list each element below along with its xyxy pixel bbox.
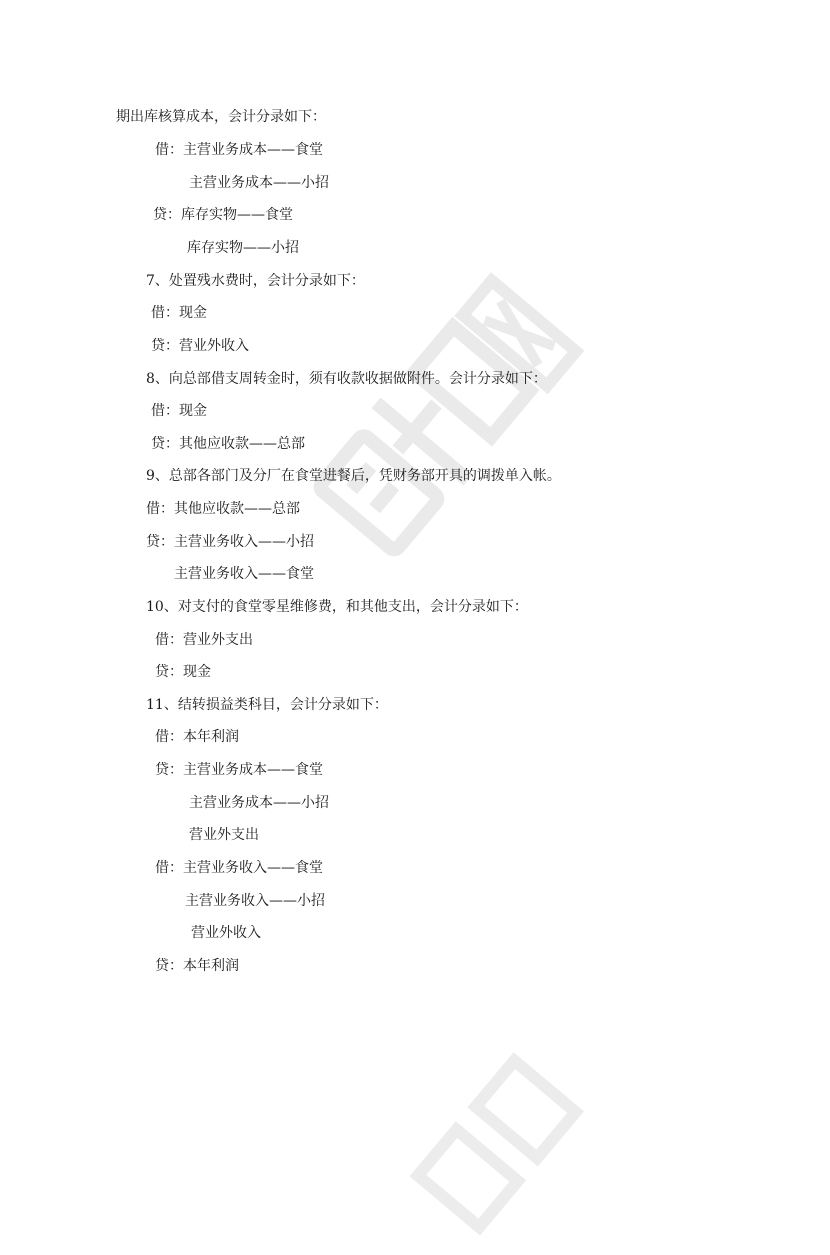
text-line: 主营业务成本——小招: [189, 795, 329, 811]
text-line: 贷：营业外收入: [151, 338, 249, 354]
text-line: 贷：主营业务成本——食堂: [155, 762, 323, 778]
text-line: 11、结转损益类科目，会计分录如下：: [146, 697, 388, 713]
text-line: 借：营业外支出: [155, 632, 253, 648]
text-line: 借：现金: [151, 403, 207, 419]
watermark-fragment-icon: [390, 1025, 610, 1255]
text-line: 10、对支付的食堂零星维修费，和其他支出，会计分录如下：: [146, 599, 528, 615]
text-line: 库存实物——小招: [187, 240, 299, 256]
text-line: 贷：主营业务收入——小招: [146, 534, 314, 550]
text-line: 借：其他应收款——总部: [146, 501, 300, 517]
text-line: 营业外收入: [191, 925, 261, 941]
text-line: 主营业务收入——小招: [185, 893, 325, 909]
text-line: 借：主营业务收入——食堂: [155, 860, 323, 876]
text-line: 贷：其他应收款——总部: [151, 436, 305, 452]
text-line: 贷：库存实物——食堂: [153, 207, 293, 223]
text-line: 7、处置残水费时，会计分录如下：: [146, 273, 365, 289]
text-line: 借：本年利润: [155, 729, 239, 745]
text-line: 主营业务成本——小招: [189, 175, 329, 191]
text-line: 贷：本年利润: [155, 958, 239, 974]
text-line: 8、向总部借支周转金时，须有收款收据做附件。会计分录如下：: [146, 371, 547, 387]
text-line: 营业外支出: [189, 827, 259, 843]
text-line: 借：现金: [151, 305, 207, 321]
text-line: 借：主营业务成本——食堂: [155, 142, 323, 158]
text-line: 贷：现金: [155, 664, 211, 680]
watermark-logo-icon: [275, 247, 606, 593]
text-line: 期出库核算成本，会计分录如下：: [116, 109, 326, 125]
text-line: 9、总部各部门及分厂在食堂进餐后，凭财务部开具的调拨单入帐。: [146, 468, 561, 484]
text-line: 主营业务收入——食堂: [174, 566, 314, 582]
